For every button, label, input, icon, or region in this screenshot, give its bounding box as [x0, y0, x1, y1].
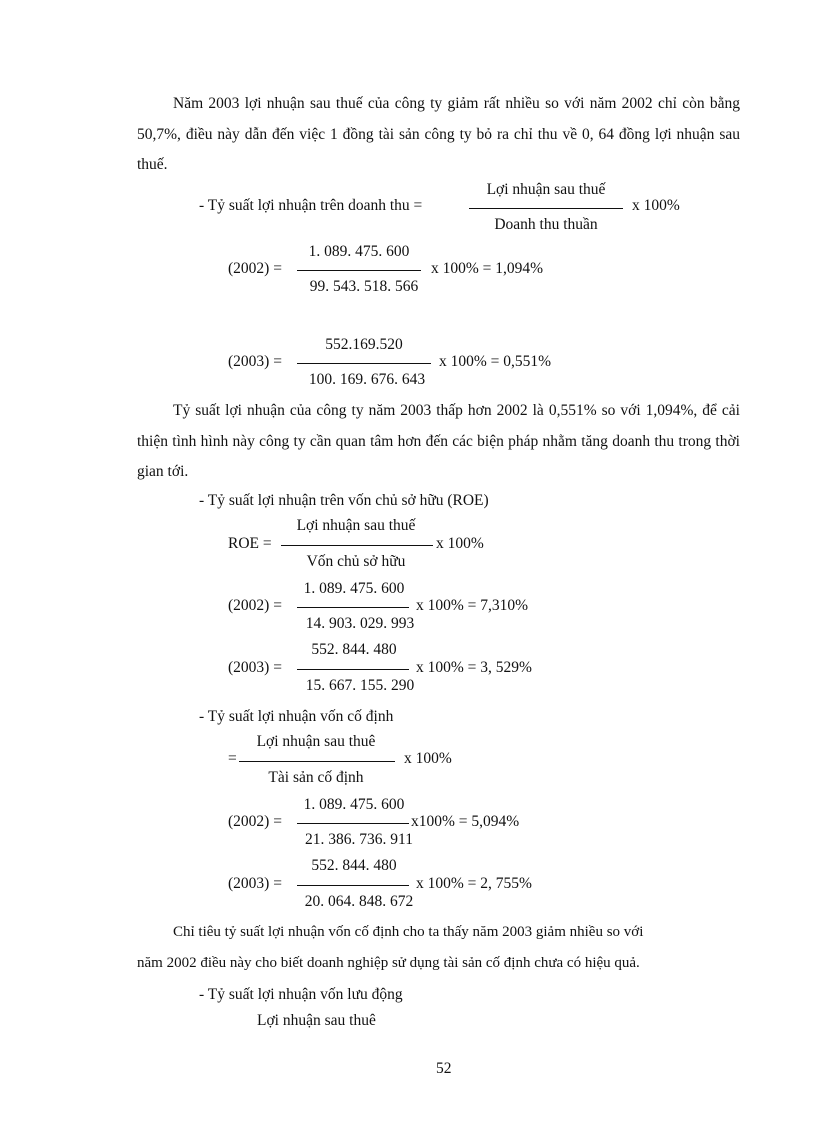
paragraph-fixed-comment-line1: Chỉ tiêu tỷ suất lợi nhuận vốn cố định cho ta thấy năm 2003 giảm nhiều so với: [173, 924, 644, 940]
page-number: 52: [436, 1060, 452, 1077]
fraction-bar: [297, 885, 409, 886]
paragraph-profit-decline: [137, 89, 740, 181]
fraction-bar: [297, 823, 409, 824]
revenue-2003-numerator: 552.169.520: [325, 336, 403, 353]
roe-suffix: x 100%: [436, 535, 484, 552]
roe-2003-numerator: 552. 844. 480: [311, 641, 397, 658]
fixed-2003-denominator: 20. 064. 848. 672: [304, 893, 414, 910]
roe-heading: - Tỷ suất lợi nhuận trên vốn chủ sở hữu (ROE): [199, 492, 489, 509]
fixed-2003-result: x 100% = 2, 755%: [416, 875, 532, 892]
fixed-2002-denominator: 21. 386. 736. 911: [305, 831, 413, 848]
revenue-2003-result: x 100% = 0,551%: [439, 353, 552, 370]
revenue-2002-numerator: 1. 089. 475. 600: [308, 243, 410, 260]
roe-2002-denominator: 14. 903. 029. 993: [305, 615, 415, 632]
fixed-2002-numerator: 1. 089. 475. 600: [303, 796, 405, 813]
working-ratio-heading: - Tỷ suất lợi nhuận vốn lưu động: [199, 986, 403, 1003]
revenue-2002-label: (2002) =: [228, 260, 282, 277]
roe-2003-label: (2003) =: [228, 659, 282, 676]
roe-2002-numerator: 1. 089. 475. 600: [303, 580, 405, 597]
fixed-numerator: Lợi nhuận sau thuê: [256, 733, 376, 750]
working-numerator: Lợi nhuận sau thuê: [257, 1012, 376, 1029]
fraction-bar: [281, 545, 433, 546]
fraction-bar: [297, 607, 409, 608]
fraction-bar: [239, 761, 395, 762]
fixed-2002-result: x100% = 5,094%: [411, 813, 520, 830]
fixed-denominator: Tài sản cố định: [268, 769, 364, 786]
revenue-2003-label: (2003) =: [228, 353, 282, 370]
paragraph-text: Tỷ suất lợi nhuận của công ty năm 2003 thấp hơn 2002 là 0,551% so với 1,094%, để cải thiện tình hình này công ty cần quan tâm hơn đến các biện pháp nhằm tăng doanh thu trong thời gian tới.: [137, 402, 740, 480]
fixed-2003-numerator: 552. 844. 480: [311, 857, 397, 874]
fixed-2002-label: (2002) =: [228, 813, 282, 830]
paragraph-fixed-comment-line2: năm 2002 điều này cho biết doanh nghiệp sử dụng tài sản cố định chưa có hiệu quả.: [137, 955, 640, 971]
roe-2002-result: x 100% = 7,310%: [416, 597, 529, 614]
revenue-2002-result: x 100% = 1,094%: [431, 260, 544, 277]
paragraph-text: Năm 2003 lợi nhuận sau thuế của công ty giảm rất nhiều so với năm 2002 chỉ còn bằng 50,7%, điều này dẫn đến việc 1 đồng tài sản công ty bỏ ra chỉ thu về 0, 64 đồng lợi nhuận sau thuế.: [137, 95, 740, 173]
roe-label: ROE =: [228, 535, 272, 552]
fraction-bar: [297, 669, 409, 670]
roe-2003-result: x 100% = 3, 529%: [416, 659, 532, 676]
fraction-bar: [297, 270, 421, 271]
fixed-suffix: x 100%: [404, 750, 452, 767]
paragraph-revenue-comment: [137, 396, 740, 488]
fixed-ratio-heading: - Tỷ suất lợi nhuận vốn cố định: [199, 708, 394, 725]
revenue-denominator: Doanh thu thuần: [494, 216, 598, 233]
revenue-2003-denominator: 100. 169. 676. 643: [308, 371, 426, 388]
fixed-2003-label: (2003) =: [228, 875, 282, 892]
revenue-2002-denominator: 99. 543. 518. 566: [309, 278, 419, 295]
roe-2002-label: (2002) =: [228, 597, 282, 614]
fixed-label: =: [228, 750, 237, 767]
fraction-bar: [297, 363, 431, 364]
revenue-ratio-heading: - Tỷ suất lợi nhuận trên doanh thu =: [199, 197, 423, 214]
roe-2003-denominator: 15. 667. 155. 290: [305, 677, 415, 694]
revenue-suffix: x 100%: [632, 197, 680, 214]
roe-denominator: Vốn chủ sở hữu: [306, 553, 406, 570]
roe-numerator: Lợi nhuận sau thuế: [296, 517, 416, 534]
fraction-bar: [469, 208, 623, 209]
revenue-numerator: Lợi nhuận sau thuế: [486, 181, 606, 198]
